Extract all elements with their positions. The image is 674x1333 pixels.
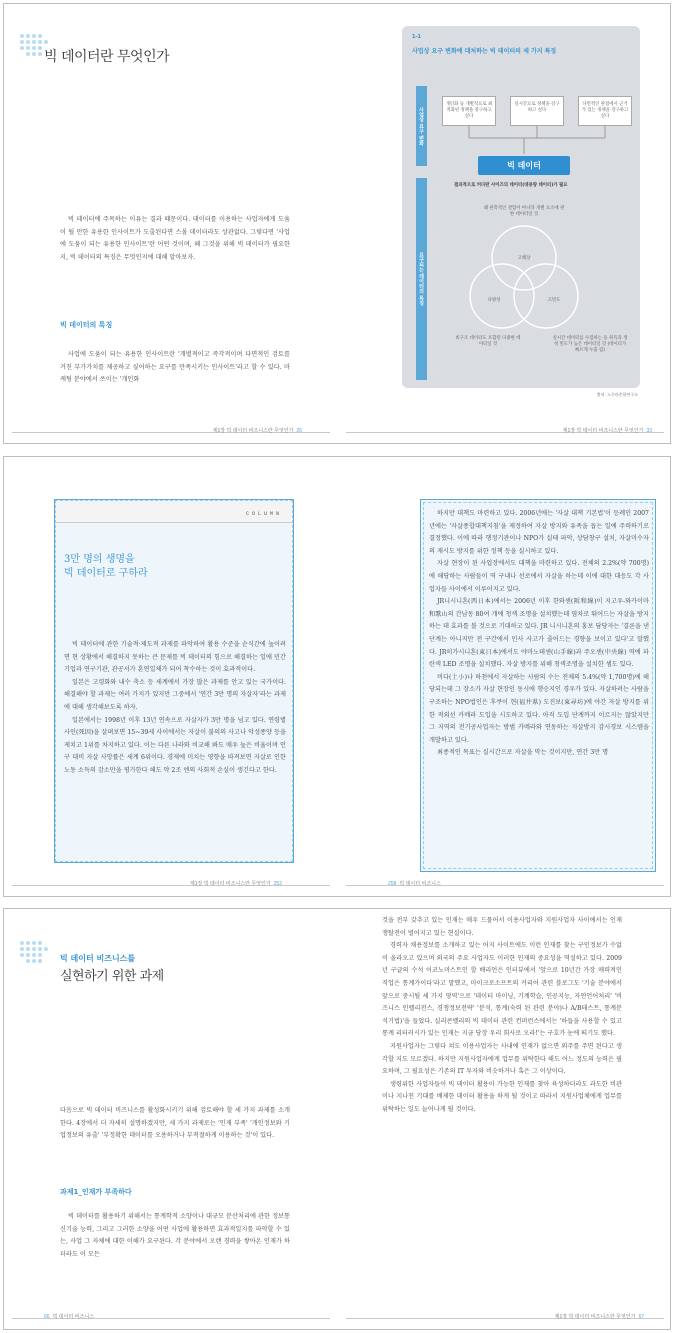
note-top: 왜 관측적인 결함이 아니라 개별 요소에 관한 데이터일 것 [483,206,565,217]
section-paragraph [60,349,290,387]
figure-caption: 결과적으로 커다란 사이즈의 데이터(대용량 데이터)가 필요 [454,183,568,188]
section-heading: 과제1_인재가 부족하다 [60,1188,132,1196]
footer-text: 제1장 빅 데이터 비즈니스란 무엇인가 [212,428,294,434]
paragraph: 일본에서는 1998년 이후 13년 연속으로 자살자가 3만 명을 넘고 있다. 연령별 사인(死因)을 살펴보면 15~39세 사이에서는 자살이 불의의 사고나 악성종양 등을 제치고 1위를 차지하고 있다. 이는 다른 나라와 비교해 봐도 매우 높은 비율이며 인구 대비 자살 사망률은 세계 6위이다. 경제에 미치는 영향을 따져보면 자살로 인한 노동 소득의 감소만을 평가한다 해도 약 2조 엔의 사회적 손실이 생긴다고 한다. [64,716,286,774]
bar-data-features: 요구되는 데이터의 특징 [416,178,427,380]
page-number: 26 [296,428,302,434]
paragraph: 생령위한 사업자들이 빅 데이터 활용이 가능한 인재를 찾아 육성하더라도 과도한 비관이나 지나친 기대를 배제한 데이터 활용을 하게 될 것이고 따라서 지원사업체에게 업무를 위탁하는 일도 늘어나게 될 것이다. [382,1080,622,1113]
figure-title: 사업상 요구 변화에 대처하는 빅 데이터의 세 가지 특징 [412,48,557,55]
column-continued-box [420,499,656,872]
footer [190,880,282,887]
intro-paragraph [60,214,290,264]
figure-source: 출처: 노무라총합연구소 [596,392,638,397]
footer-text: 빅 데이터 비즈니스 [399,881,441,887]
page-number: 252 [273,881,282,887]
footer-text: 제1장 빅 데이터 비즈니스란 무엇인가 [189,881,271,887]
figure-label: 1-1 [412,34,422,40]
page-258 [338,457,671,896]
footer [44,1313,94,1320]
venn-label-variety: 다양성 [487,298,501,303]
spread-2 [3,456,671,897]
venn-label-frequency: 고빈도 [547,298,561,303]
page-67 [338,909,671,1329]
footer-text: 빅 데이터 비즈니스 [52,1314,94,1320]
paragraph: 일본은 고령화와 내수 축소 등 세계에서 가장 많은 과제를 안고 있는 국가이다. 해결해야 할 과제는 여러 가지가 있지만 그중에서 '연간 3만 명의 자살자'라는 과제에 대해 생각해보도록 하자. [64,678,286,711]
column-title-line-1: 3만 명의 생명을 [64,554,135,565]
need-box-1: 개인화 등 개별적으로 최적화된 정책을 강구하고 싶다 [442,96,496,126]
paragraph: JR니시니혼(西日本)에서는 2006년 이후 한와센(阪和線)이 지고우-와카이마 和歌山의 간남동 80여 개에 청색 조명을 설치했는데 염차로 뛰어드는 자살을 방지하는 데 효과를 볼 것으로 기대하고 있다. JR 니시니혼의 홍보 담당자는 '결론을 낸 단계는 아니지만 전 구간에서 인사 사고가 줄어드는 경향을 보이고 있다'고 말했다. JR히가시니혼(東日本)에서도 야마노테센(山手線)과 주오센(中央線) 역에 파란색 LED 조명을 설치했다. 자살 방지를 위해 청색조명을 설치한 셈도 있다. [429,598,649,669]
bar-business-needs: 사업상 요구 변화 [416,86,427,166]
footer-text: 제1장 빅 데이터 비즈니스란 무엇인가 [554,1314,636,1320]
footer [563,427,652,434]
footer-text: 제1장 빅 데이터 비즈니스란 무엇인가 [562,428,644,434]
dot-pattern-icon [18,939,60,971]
page-252 [4,457,338,896]
paragraph: 최종적인 목표는 실시간으로 자살을 막는 것이지만, 연간 3만 명 [437,749,609,757]
paragraph: 지원사업자는 그렇다 쳐도 이용사업자는 사내에 인재가 없으면 외주를 주면 된다고 생각할 지도 모르겠다. 하지만 지원사업자에게 업무를 위탁한다 해도 어느 정도의 능력은 필요하며, 그 필요성은 기존의 IT 투자와 비슷하거나 혹은 그 이상이다. [382,1042,622,1076]
page-26 [4,4,338,443]
paragraph: 경력자 채용정보를 소개하고 있는 어지 사이트에도 이런 인재를 찾는 구인정보가 수없이 올라오고 있으며 외국의 주요 사업자도 이러한 인재의 중요성을 역설하고 있다. 2009년 구글의 수석 이코노미스트인 할 배리언은 인터뷰에서 '앞으로 10년간 가장 매력적인 직업은 통계가이다'라고 말했고, 마이크로소프트의 커리어 관련 블로그도 '기술 분야에서 앞으로 중시될 세 가지 영역'으로 '데이터 마이닝, 기계학습, 인공지능, 자연언어처리' '비즈니스 인텔리전스, 경쟁정보전략' '분석, 통계(숙력 된 관련 분야)나 A/B테스트, 통계분석기법)'을 들었다. 실리콘밸리의 빅 데이터 관련 컨퍼런스에서는 '하둡을 사용할 수 있고 통계 리터러시가 있는 인재는 지금 당장 우리 회사로 오라!'는 구호가 눈에 띄기도 했다. [382,942,622,1038]
paragraph: 자살 현장이 된 사업장에서도 대책을 마련하고 있다. 전체의 2.2%(약 700명)에 해당하는 사람들이 역 구내나 선로에서 자살을 하는데 이에 대한 대응도 각 사업자들 사이에서 이루어지고 있다. [429,560,649,593]
venn-label-resolution: 고해상 [517,256,531,261]
chapter-title: 실현하기 위한 과제 [60,969,164,984]
body-column [382,915,622,1117]
chapter-subtitle: 빅 데이터 비즈니스를 [60,954,136,963]
page-66 [4,909,338,1329]
paragraph: 빅 데이터에 관한 기술적·제도적 과제를 파악하여 활용 수준을 순식간에 높이려면 현 상황에서 해결하지 못하는 큰 문제를 빅 데이터의 힘으로 해결하는 일에 민간기업과 연구기관, 관공서가 혼연일체가 되어 착수하는 것이 효과적이다. [64,641,286,674]
column-title [64,553,148,581]
footer [213,427,302,434]
section-text: 사업에 도움이 되는 유용한 인사이트란 '개별적이고 즉각적이며 다면적인 검토를 거친 부가가치를 제공하고 싶어하는 요구를 만족시키는 인사이트'라고 할 수 있다. 마케팅 분야에서 쓰이는 '개인화 [60,351,290,384]
column-body [64,639,286,778]
page-number: 33 [646,428,652,434]
page-number: 67 [638,1314,644,1320]
paragraph: 것을 전부 갖추고 있는 인재는 매우 드물어서 이용사업자와 지원사업자 사이에서는 인재 쟁탈전이 벌어지고 있는 현실이다. [382,917,622,937]
column-tag: COLUMN [245,511,282,517]
intro-text: 빅 데이터에 주목하는 이유는 결과 때문이다. 데이터를 이용하는 사업자에게 도움이 될 만한 유용한 인사이트가 도출된다면 스몰 데이터라도 상관없다. 그렇다면 '사업에 도움이 되는 유용한 인사이트'란 어떤 것이며, 왜 그것을 위해 빅 데이터가 필요한지, 빅 데이터의 특징은 무엇인지에 대해 알아보자. [60,216,290,261]
figure-panel [402,26,640,388]
page-number: 258 [388,881,397,887]
chapter-title: 빅 데이터란 무엇인가 [44,49,170,65]
page-number: 66 [44,1314,50,1320]
footer-rule [12,885,330,886]
section-heading: 빅 데이터의 특징 [60,321,113,329]
paragraph: 하지만 대책도 마련하고 있다. 2006년에는 '자살 대책 기본법'이 등례인 2007년에는 '자살종합대책지침'을 제정하여 자살 방지와 유족을 돕는 일에 주력하기로 결정했다. 이에 따라 행정기관이나 NPO가 실태 파악, 상담창구 설치, 자살미수자의 재시도 방지를 위한 정책 등을 실시하고 있다. [429,510,649,555]
need-box-3: 다면적인 관점에서 근거가 있는 정책을 강구하고 싶다 [578,96,632,126]
footer [555,1313,644,1320]
spread-3 [3,908,671,1330]
column-title-line-2: 빅 데이터로 구하라 [64,568,148,579]
section-text: 빅 데이터를 활용하기 위해서는 통계학적 소양이나 대규모 분산처리에 관한 정보통신기술 능력, 그리고 그러한 소양을 어떤 사업에 활용하면 효과적일지를 파악할 수 있는, 사업 그 자체에 대한 이해가 요구된다. 각 분야에서 오랜 경력을 쌓아온 인재가 하더라도 이 모든 [60,1213,290,1258]
page-33 [338,4,671,443]
column-inner [55,500,293,862]
note-right: 실시간 데이터를 수집하는 등 취득과 생성 빈도가 높은 데이터일 것 (데이터가 빠르게 누출 됨) [552,336,628,353]
note-left: 비구조 데이터도 포함된 다종한 데이터일 것 [455,336,521,347]
intro-text: 다음으로 빅 데이터 비즈니스를 활성화시키기 위해 검토해야 할 세 가지 과제를 소개한다. 4장에서 더 자세히 설명하겠지만, 세 가지 과제로는 '인재 부족' '개인정보와 기업정보의 유출' '부정확한 데이터를 오용하거나 부적절하게 이용하는 것'이 있다. [60,1107,290,1140]
column-continued-body [429,508,649,760]
intro-paragraph [60,1105,290,1143]
paragraph: 비다(土小)나 하천에서 자살하는 사람의 수는 전체의 5.4%(약 1,700명)에 해당되는데 그 장소가 자살 현장인 동시에 행승지인 경우가 있다. 자살하려는 사람을 구조하는 NPO법인은 후쿠이 현(福井県) 도진보(東尋坊)에 야간 자살 방지를 위한 적외선 카메라 도입을 시도하고 있다. 아직 도입 단계까지 이르지는 않았지만 그 지역의 전기공사업자는 방범 카메라와 연동하는 자살방지 감시경보 시스템을 개발하고 있다. [429,673,649,744]
need-box-2: 실시간으로 정책을 강구하고 싶다 [510,96,564,126]
section-paragraph [60,1211,290,1261]
footer [388,880,441,887]
spread-1 [3,3,671,444]
bigdata-box: 빅 데이터 [478,156,570,175]
column-box [54,499,294,863]
